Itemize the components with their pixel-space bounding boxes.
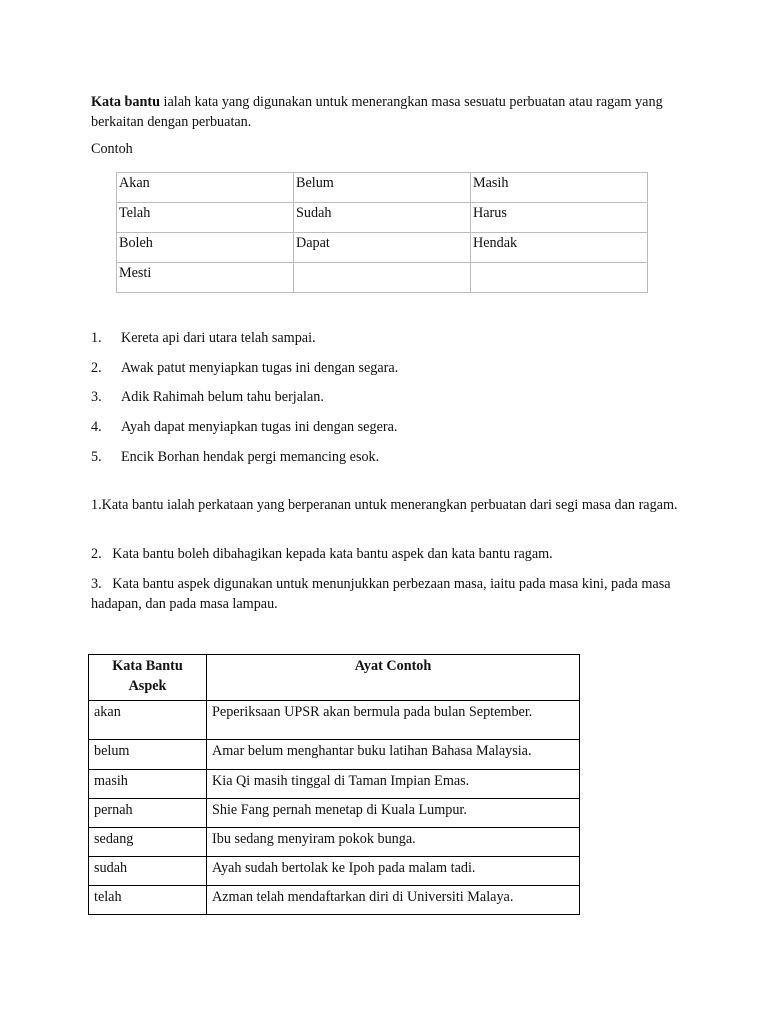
aspek-header-row — [89, 655, 580, 701]
note-paragraph: 1.Kata bantu ialah perkataan yang berperanan untuk menerangkan perbuatan dari segi masa dan ragam. — [91, 497, 678, 513]
aspek-header: Kata Bantu Aspek — [89, 655, 207, 701]
example-text: Ayah dapat menyiapkan tugas ini dengan segera. — [121, 419, 398, 436]
word-table — [116, 172, 648, 293]
example-list — [91, 328, 398, 476]
example-item — [91, 417, 398, 447]
example-number: 1. — [91, 330, 102, 346]
word-cell: Mesti — [117, 263, 294, 293]
example-text: Kereta api dari utara telah sampai. — [121, 330, 316, 346]
aspek-sentence: Amar belum menghantar buku latihan Bahasa Malaysia. — [207, 740, 580, 770]
example-item — [91, 328, 398, 358]
example-item — [91, 447, 398, 477]
note-paragraph: 3. Kata bantu aspek digunakan untuk menunjukkan perbezaan masa, iaitu pada masa kini, pada masa hadapan, dan pada masa lampau. — [91, 576, 675, 612]
word-cell — [471, 263, 648, 293]
word-cell: Belum — [294, 173, 471, 203]
intro-term: Kata bantu — [91, 94, 160, 110]
example-item — [91, 358, 398, 388]
example-number: 5. — [91, 448, 102, 465]
aspek-word: sudah — [89, 857, 207, 886]
aspek-word: masih — [89, 770, 207, 799]
note-paragraph: 2. Kata bantu boleh dibahagikan kepada kata bantu aspek dan kata bantu ragam. — [91, 546, 553, 562]
aspek-sentence: Ibu sedang menyiram pokok bunga. — [207, 828, 580, 857]
aspek-sentence: Kia Qi masih tinggal di Taman Impian Emas. — [207, 770, 580, 799]
word-cell: Masih — [471, 173, 648, 203]
word-cell: Akan — [117, 173, 294, 203]
word-table-row — [117, 263, 648, 293]
word-cell: Sudah — [294, 203, 471, 233]
example-text: Encik Borhan hendak pergi memancing esok. — [121, 448, 380, 465]
aspek-word: akan — [89, 701, 207, 740]
aspek-row — [89, 886, 580, 915]
word-cell — [294, 263, 471, 293]
intro-text: ialah kata yang digunakan untuk menerangkan masa sesuatu perbuatan atau ragam yang berkaitan dengan perbuatan. — [91, 94, 663, 130]
aspek-word: pernah — [89, 799, 207, 828]
aspek-word: sedang — [89, 828, 207, 857]
example-text: Awak patut menyiapkan tugas ini dengan segara. — [121, 359, 399, 376]
aspek-row — [89, 770, 580, 799]
aspek-sentence: Azman telah mendaftarkan diri di Universiti Malaya. — [207, 886, 580, 915]
word-cell: Dapat — [294, 233, 471, 263]
word-cell: Telah — [117, 203, 294, 233]
aspek-sentence: Shie Fang pernah menetap di Kuala Lumpur. — [207, 799, 580, 828]
aspek-word: telah — [89, 886, 207, 915]
aspek-row — [89, 701, 580, 740]
word-table-row — [117, 203, 648, 233]
contoh-label: Contoh — [91, 141, 133, 157]
word-cell: Hendak — [471, 233, 648, 263]
example-number: 3. — [91, 389, 102, 406]
aspek-row — [89, 857, 580, 886]
example-text: Adik Rahimah belum tahu berjalan. — [121, 389, 324, 406]
aspek-row — [89, 799, 580, 828]
word-table-row — [117, 233, 648, 263]
aspek-sentence: Peperiksaan UPSR akan bermula pada bulan September. — [207, 701, 580, 740]
aspek-table — [88, 654, 580, 915]
example-number: 2. — [91, 359, 102, 376]
example-item — [91, 387, 398, 417]
example-number: 4. — [91, 419, 102, 436]
word-table-row — [117, 173, 648, 203]
aspek-header: Ayat Contoh — [207, 655, 580, 701]
word-cell: Boleh — [117, 233, 294, 263]
aspek-word: belum — [89, 740, 207, 770]
aspek-row — [89, 740, 580, 770]
aspek-sentence: Ayah sudah bertolak ke Ipoh pada malam tadi. — [207, 857, 580, 886]
intro-paragraph — [91, 92, 681, 132]
word-cell: Harus — [471, 203, 648, 233]
aspek-row — [89, 828, 580, 857]
